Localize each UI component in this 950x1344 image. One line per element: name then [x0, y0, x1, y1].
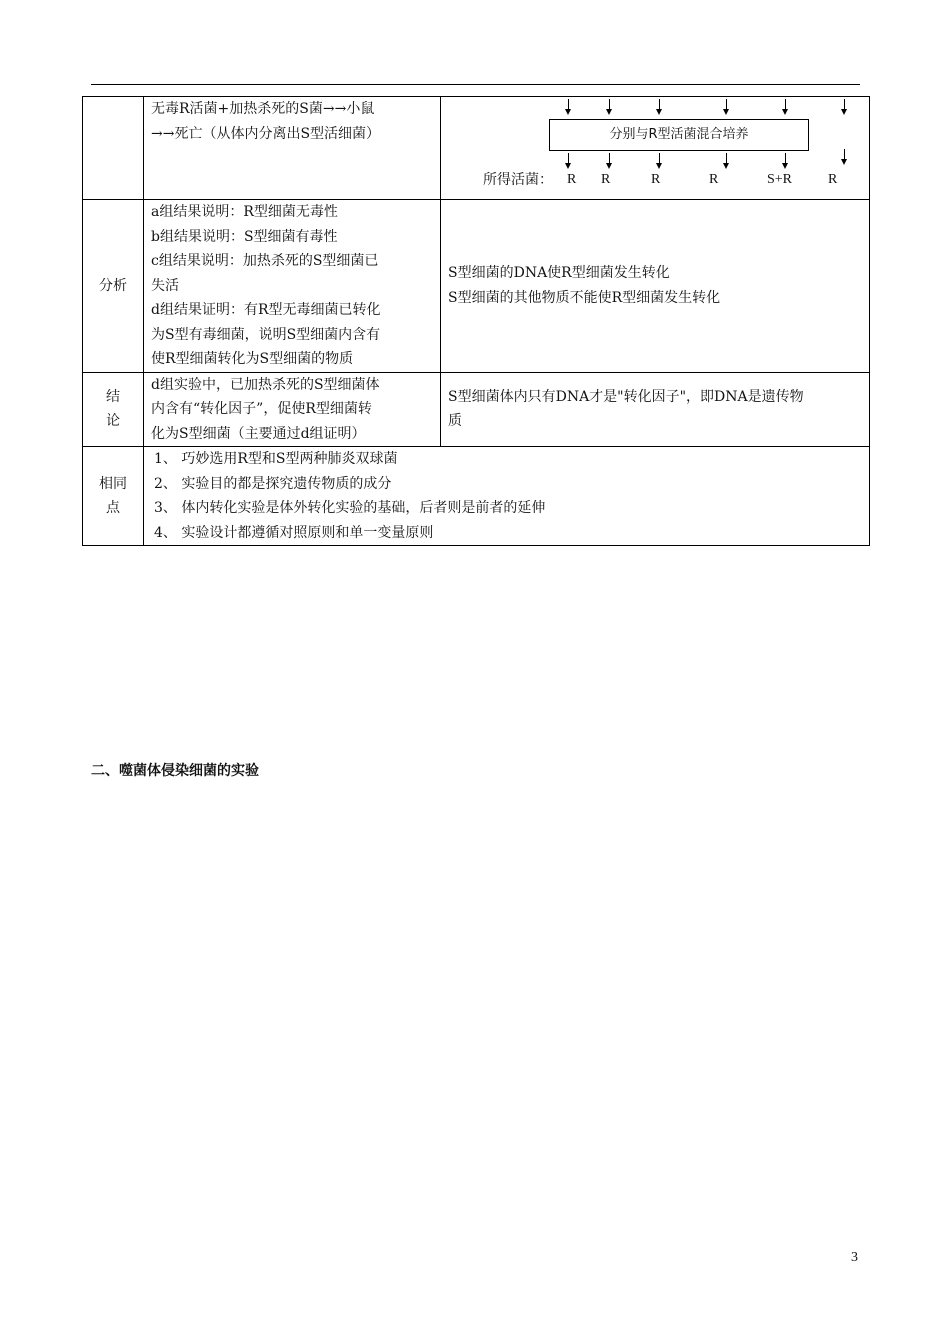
list-item: 4、 实验设计都遵循对照原则和单一变量原则 — [154, 524, 434, 541]
result-c: R — [651, 172, 661, 187]
text-line: 失活 — [151, 277, 179, 294]
row-top — [83, 97, 870, 200]
text-line: S型细菌的DNA使R型细菌发生转化 — [448, 265, 670, 282]
text-line: S型细菌体内只有DNA才是"转化因子"，即DNA是遗传物 — [448, 388, 804, 405]
row-same-label — [83, 447, 144, 546]
result-f: R — [828, 172, 838, 187]
text-line: 质 — [448, 413, 462, 430]
row-top-label — [83, 97, 144, 200]
arrow-out-c — [659, 153, 660, 167]
transformation-diagram — [441, 97, 869, 197]
row-top-left — [144, 97, 441, 200]
row-analysis-label: 分析 — [83, 200, 144, 373]
arrow-out-f — [844, 149, 845, 163]
arrow-out-e — [785, 153, 786, 167]
row-same-content — [144, 447, 870, 546]
text-line: 无毒R活菌+加热杀死的S菌→→小鼠 — [151, 101, 375, 117]
row-top-diagram-cell — [441, 97, 870, 200]
text-line: 化为S型细菌（主要通过d组证明） — [151, 425, 366, 442]
row-conclusion-left — [144, 372, 441, 447]
mix-culture-box: 分别与R型活菌混合培养 — [549, 119, 809, 151]
arrow-in-d — [726, 99, 727, 113]
text-line: S型细菌的其他物质不能使R型细菌发生转化 — [448, 289, 721, 306]
text-line: d组结果证明：有R型无毒细菌已转化 — [151, 302, 381, 318]
text-line: 为S型有毒细菌，说明S型细菌内含有 — [151, 326, 381, 343]
text-line: c组结果说明：加热杀死的S型细菌已 — [151, 253, 379, 269]
label-line: 相同 — [99, 475, 127, 492]
arrow-in-a — [568, 99, 569, 113]
row-analysis — [83, 200, 870, 373]
arrow-out-d — [726, 153, 727, 167]
list-item: 2、 实验目的都是探究遗传物质的成分 — [154, 475, 392, 492]
arrow-in-c — [659, 99, 660, 113]
result-label: 所得活菌： — [483, 172, 553, 188]
row-conclusion-label — [83, 372, 144, 447]
arrow-out-a — [568, 153, 569, 167]
row-analysis-left — [144, 200, 441, 373]
result-e: S+R — [767, 172, 793, 187]
text-line: a组结果说明：R型细菌无毒性 — [151, 204, 338, 220]
row-same — [83, 447, 870, 546]
arrow-in-e — [785, 99, 786, 113]
text-line: 内含有“转化因子”，促使R型细菌转 — [151, 401, 372, 417]
arrow-in-f — [844, 99, 845, 113]
text-line: 使R型细菌转化为S型细菌的物质 — [151, 351, 354, 367]
arrow-out-b — [609, 153, 610, 167]
label-line: 结 — [106, 388, 120, 405]
arrow-in-b — [609, 99, 610, 113]
list-item: 1、 巧妙选用R型和S型两种肺炎双球菌 — [154, 451, 398, 467]
label-line: 论 — [106, 413, 120, 430]
result-a: R — [567, 172, 577, 187]
comparison-table — [82, 96, 870, 546]
result-b: R — [601, 172, 611, 187]
header-rule — [91, 84, 860, 85]
label-line: 点 — [106, 500, 120, 516]
row-conclusion — [83, 372, 870, 447]
list-item: 3、 体内转化实验是体外转化实验的基础，后者则是前者的延伸 — [154, 500, 546, 516]
text-line: →→死亡（从体内分离出S型活细菌） — [151, 125, 381, 142]
row-analysis-right — [441, 200, 870, 373]
text-line: b组结果说明：S型细菌有毒性 — [151, 228, 338, 245]
section-heading: 二、噬菌体侵染细菌的实验 — [91, 763, 259, 779]
text-line: d组实验中，已加热杀死的S型细菌体 — [151, 376, 380, 393]
row-conclusion-right — [441, 372, 870, 447]
result-d: R — [709, 172, 719, 187]
page-number: 3 — [851, 1250, 858, 1265]
